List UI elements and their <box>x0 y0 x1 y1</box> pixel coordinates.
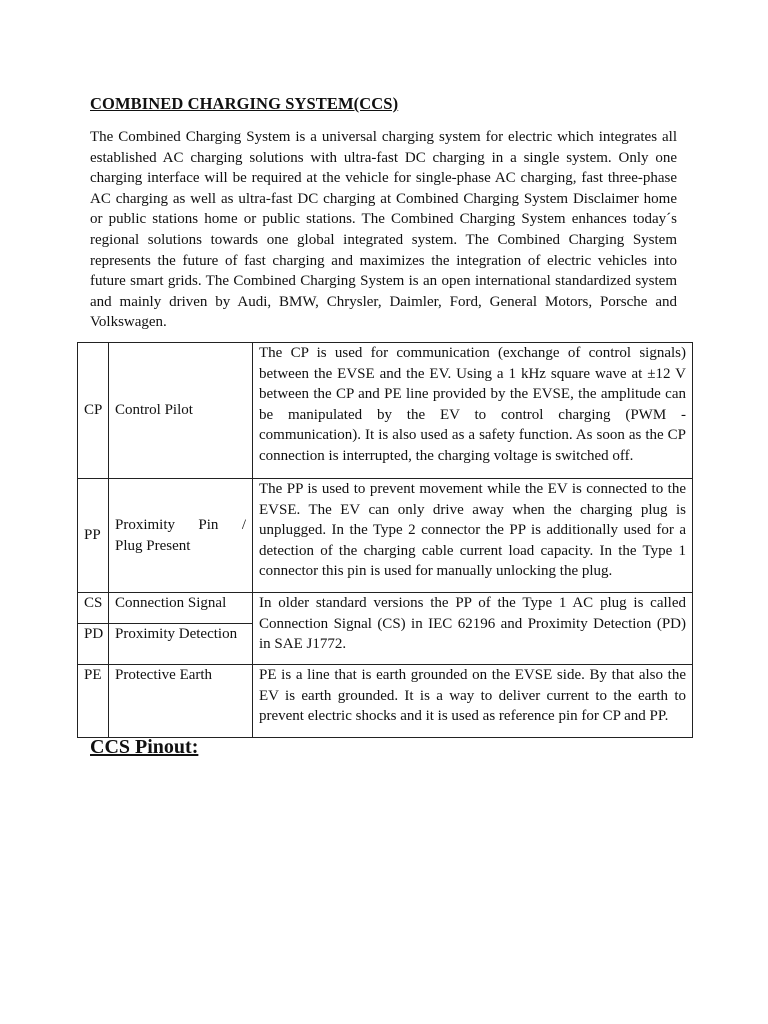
pin-description: The CP is used for communication (exchange of control signals) between the EVSE and the EV. Using a 1 kHz square wave at ±12 V between the CP and PE line provided by the EVSE, the amplitude can be manipulated by the EV to control charging (PWM - communication). It is also used as a safety function. As soon as the CP connection is interrupted, the charging voltage is switched off. <box>253 343 693 479</box>
section-heading: CCS Pinout: <box>90 736 199 758</box>
pin-description: PE is a line that is earth grounded on the EVSE side. By that also the EV is earth grounded. It is a way to deliver current to the earth to prevent electric shocks and it is used as reference pin for CP and PP. <box>253 665 693 738</box>
pin-name: Connection Signal <box>109 593 253 624</box>
pin-name-line: Plug Present <box>115 537 191 554</box>
pin-name: Protective Earth <box>109 665 253 738</box>
table-row <box>78 665 693 738</box>
table-row <box>78 593 693 624</box>
pin-table <box>77 342 693 738</box>
pin-abbreviation: PD <box>78 624 109 665</box>
pin-name <box>109 479 253 593</box>
pin-name: Control Pilot <box>109 343 253 479</box>
pin-name-line: Proximity Pin / <box>115 516 246 533</box>
table-row <box>78 343 693 479</box>
table-row <box>78 479 693 593</box>
intro-paragraph: The Combined Charging System is a universal charging system for electric which integrates all established AC charging solutions with ultra-fast DC charging in a single system. Only one charging interface will be required at the vehicle for single-phase AC charging, fast three-phase AC charging as well as ultra-fast DC charging at Combined Charging System Disclaimer home or public stations home or public stations. The Combined Charging System enhances today´s regional solutions towards one global integrated system. The Combined Charging System represents the future of fast charging and maximizes the integration of electric vehicles into future smart grids. The Combined Charging System is an open international standardized system and mainly driven by Audi, BMW, Chrysler, Daimler, Ford, General Motors, Porsche and Volkswagen. <box>90 129 677 331</box>
pin-description: In older standard versions the PP of the Type 1 AC plug is called Connection Signal (CS) in IEC 62196 and Proximity Detection (PD) in SAE J1772. <box>253 593 693 665</box>
document-title: COMBINED CHARGING SYSTEM(CCS) <box>90 94 399 113</box>
pin-abbreviation: CS <box>78 593 109 624</box>
pin-abbreviation: PP <box>78 479 109 593</box>
pin-abbreviation: CP <box>78 343 109 479</box>
pin-abbreviation: PE <box>78 665 109 738</box>
pin-name: Proximity Detection <box>109 624 253 665</box>
pin-description: The PP is used to prevent movement while the EV is connected to the EVSE. The EV can only drive away when the charging plug is unplugged. In the Type 2 connector the PP is additionally used for a detection of the charging cable current load capacity. In the Type 1 connector this pin is used for manually unlocking the plug. <box>253 479 693 593</box>
